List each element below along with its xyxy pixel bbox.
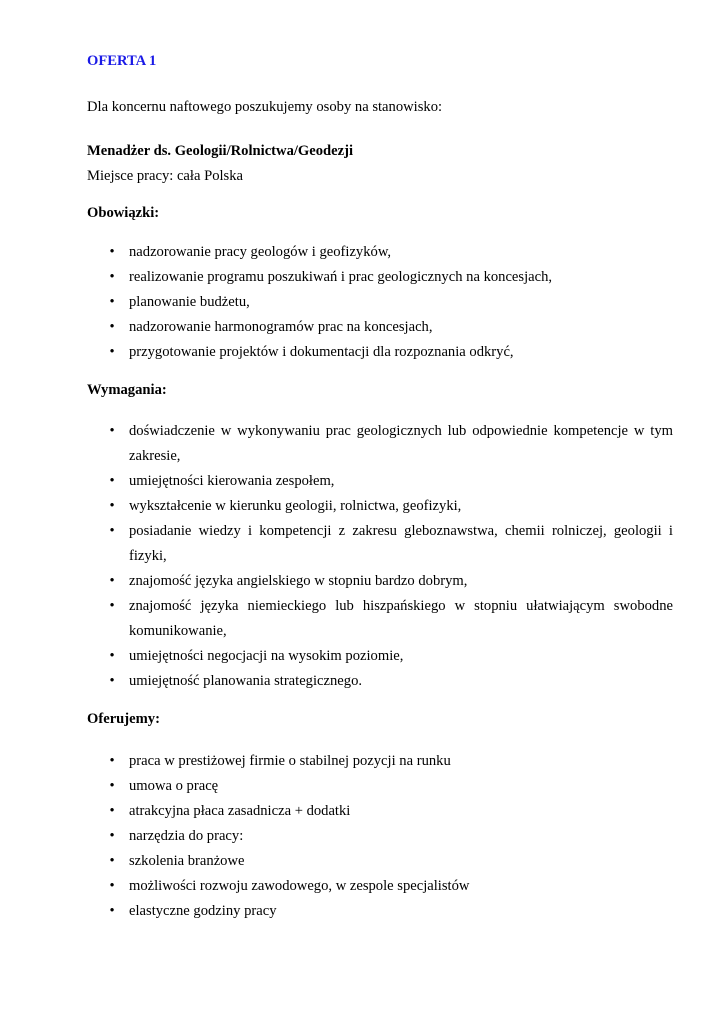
bullet-icon: • [109, 648, 115, 664]
job-title: Menadżer ds. Geologii/Rolnictwa/Geodezji [87, 143, 354, 159]
list-item [87, 240, 673, 265]
bullet-icon: • [109, 423, 115, 439]
bullet-icon: • [109, 498, 115, 514]
list-item [87, 340, 673, 365]
list-item-text: szkolenia branżowe [129, 853, 245, 869]
duties-list [87, 240, 673, 365]
list-item-text: realizowanie programu poszukiwań i prac geologicznych na koncesjach, [129, 269, 553, 285]
bullet-icon: • [109, 828, 115, 844]
list-item [87, 874, 673, 899]
list-item-text: narzędzia do pracy: [129, 828, 244, 844]
list-item [87, 774, 673, 799]
list-item [87, 749, 673, 774]
list-item-text: praca w prestiżowej firmie o stabilnej pozycji na runku [129, 753, 451, 769]
bullet-icon: • [109, 903, 115, 919]
list-item-text: doświadczenie w wykonywaniu prac geologicznych lub odpowiednie kompetencje w tym zakresie, [129, 423, 673, 464]
list-item-text: znajomość języka angielskiego w stopniu bardzo dobrym, [129, 573, 468, 589]
list-item [87, 290, 673, 315]
bullet-icon: • [109, 473, 115, 489]
list-item [87, 849, 673, 874]
list-item [87, 644, 673, 669]
intro-text: Dla koncernu naftowego poszukujemy osoby na stanowisko: [87, 99, 443, 115]
bullet-icon: • [109, 269, 115, 285]
list-item [87, 519, 673, 569]
requirements-list [87, 419, 673, 694]
list-item [87, 899, 673, 924]
list-item-text: atrakcyjna płaca zasadnicza + dodatki [129, 803, 351, 819]
list-item [87, 469, 673, 494]
list-item-text: przygotowanie projektów i dokumentacji dla rozpoznania odkryć, [129, 344, 514, 360]
list-item-text: elastyczne godziny pracy [129, 903, 277, 919]
section-heading-offer: Oferujemy: [87, 711, 160, 727]
section-heading-duties: Obowiązki: [87, 205, 160, 221]
offer-list [87, 749, 673, 924]
bullet-icon: • [109, 244, 115, 260]
list-item-text: umiejętności kierowania zespołem, [129, 473, 335, 489]
list-item-text: posiadanie wiedzy i kompetencji z zakresu gleboznawstwa, chemii rolniczej, geologii i fizyki, [129, 523, 673, 564]
bullet-icon: • [109, 294, 115, 310]
offer-title: OFERTA 1 [87, 53, 157, 69]
list-item-text: planowanie budżetu, [129, 294, 250, 310]
bullet-icon: • [109, 573, 115, 589]
bullet-icon: • [109, 319, 115, 335]
bullet-icon: • [109, 778, 115, 794]
list-item-text: znajomość języka niemieckiego lub hiszpańskiego w stopniu ułatwiającym swobodne komunikowanie, [129, 598, 673, 639]
list-item-text: nadzorowanie pracy geologów i geofizyków, [129, 244, 392, 260]
list-item [87, 265, 673, 290]
bullet-icon: • [109, 853, 115, 869]
bullet-icon: • [109, 523, 115, 539]
bullet-icon: • [109, 673, 115, 689]
bullet-icon: • [109, 598, 115, 614]
section-heading-requirements: Wymagania: [87, 382, 167, 398]
list-item [87, 669, 673, 694]
work-location: Miejsce pracy: cała Polska [87, 168, 244, 184]
list-item-text: wykształcenie w kierunku geologii, rolnictwa, geofizyki, [129, 498, 462, 514]
list-item [87, 824, 673, 849]
list-item-text: możliwości rozwoju zawodowego, w zespole specjalistów [129, 878, 470, 894]
list-item-text: umiejętności negocjacji na wysokim poziomie, [129, 648, 404, 664]
list-item [87, 799, 673, 824]
document-page [87, 49, 673, 924]
list-item-text: umowa o pracę [129, 778, 219, 794]
list-item [87, 419, 673, 469]
list-item-text: umiejętność planowania strategicznego. [129, 673, 363, 689]
bullet-icon: • [109, 803, 115, 819]
list-item-text: nadzorowanie harmonogramów prac na koncesjach, [129, 319, 433, 335]
list-item [87, 569, 673, 594]
list-item [87, 494, 673, 519]
list-item [87, 315, 673, 340]
bullet-icon: • [109, 753, 115, 769]
bullet-icon: • [109, 344, 115, 360]
bullet-icon: • [109, 878, 115, 894]
list-item [87, 594, 673, 644]
